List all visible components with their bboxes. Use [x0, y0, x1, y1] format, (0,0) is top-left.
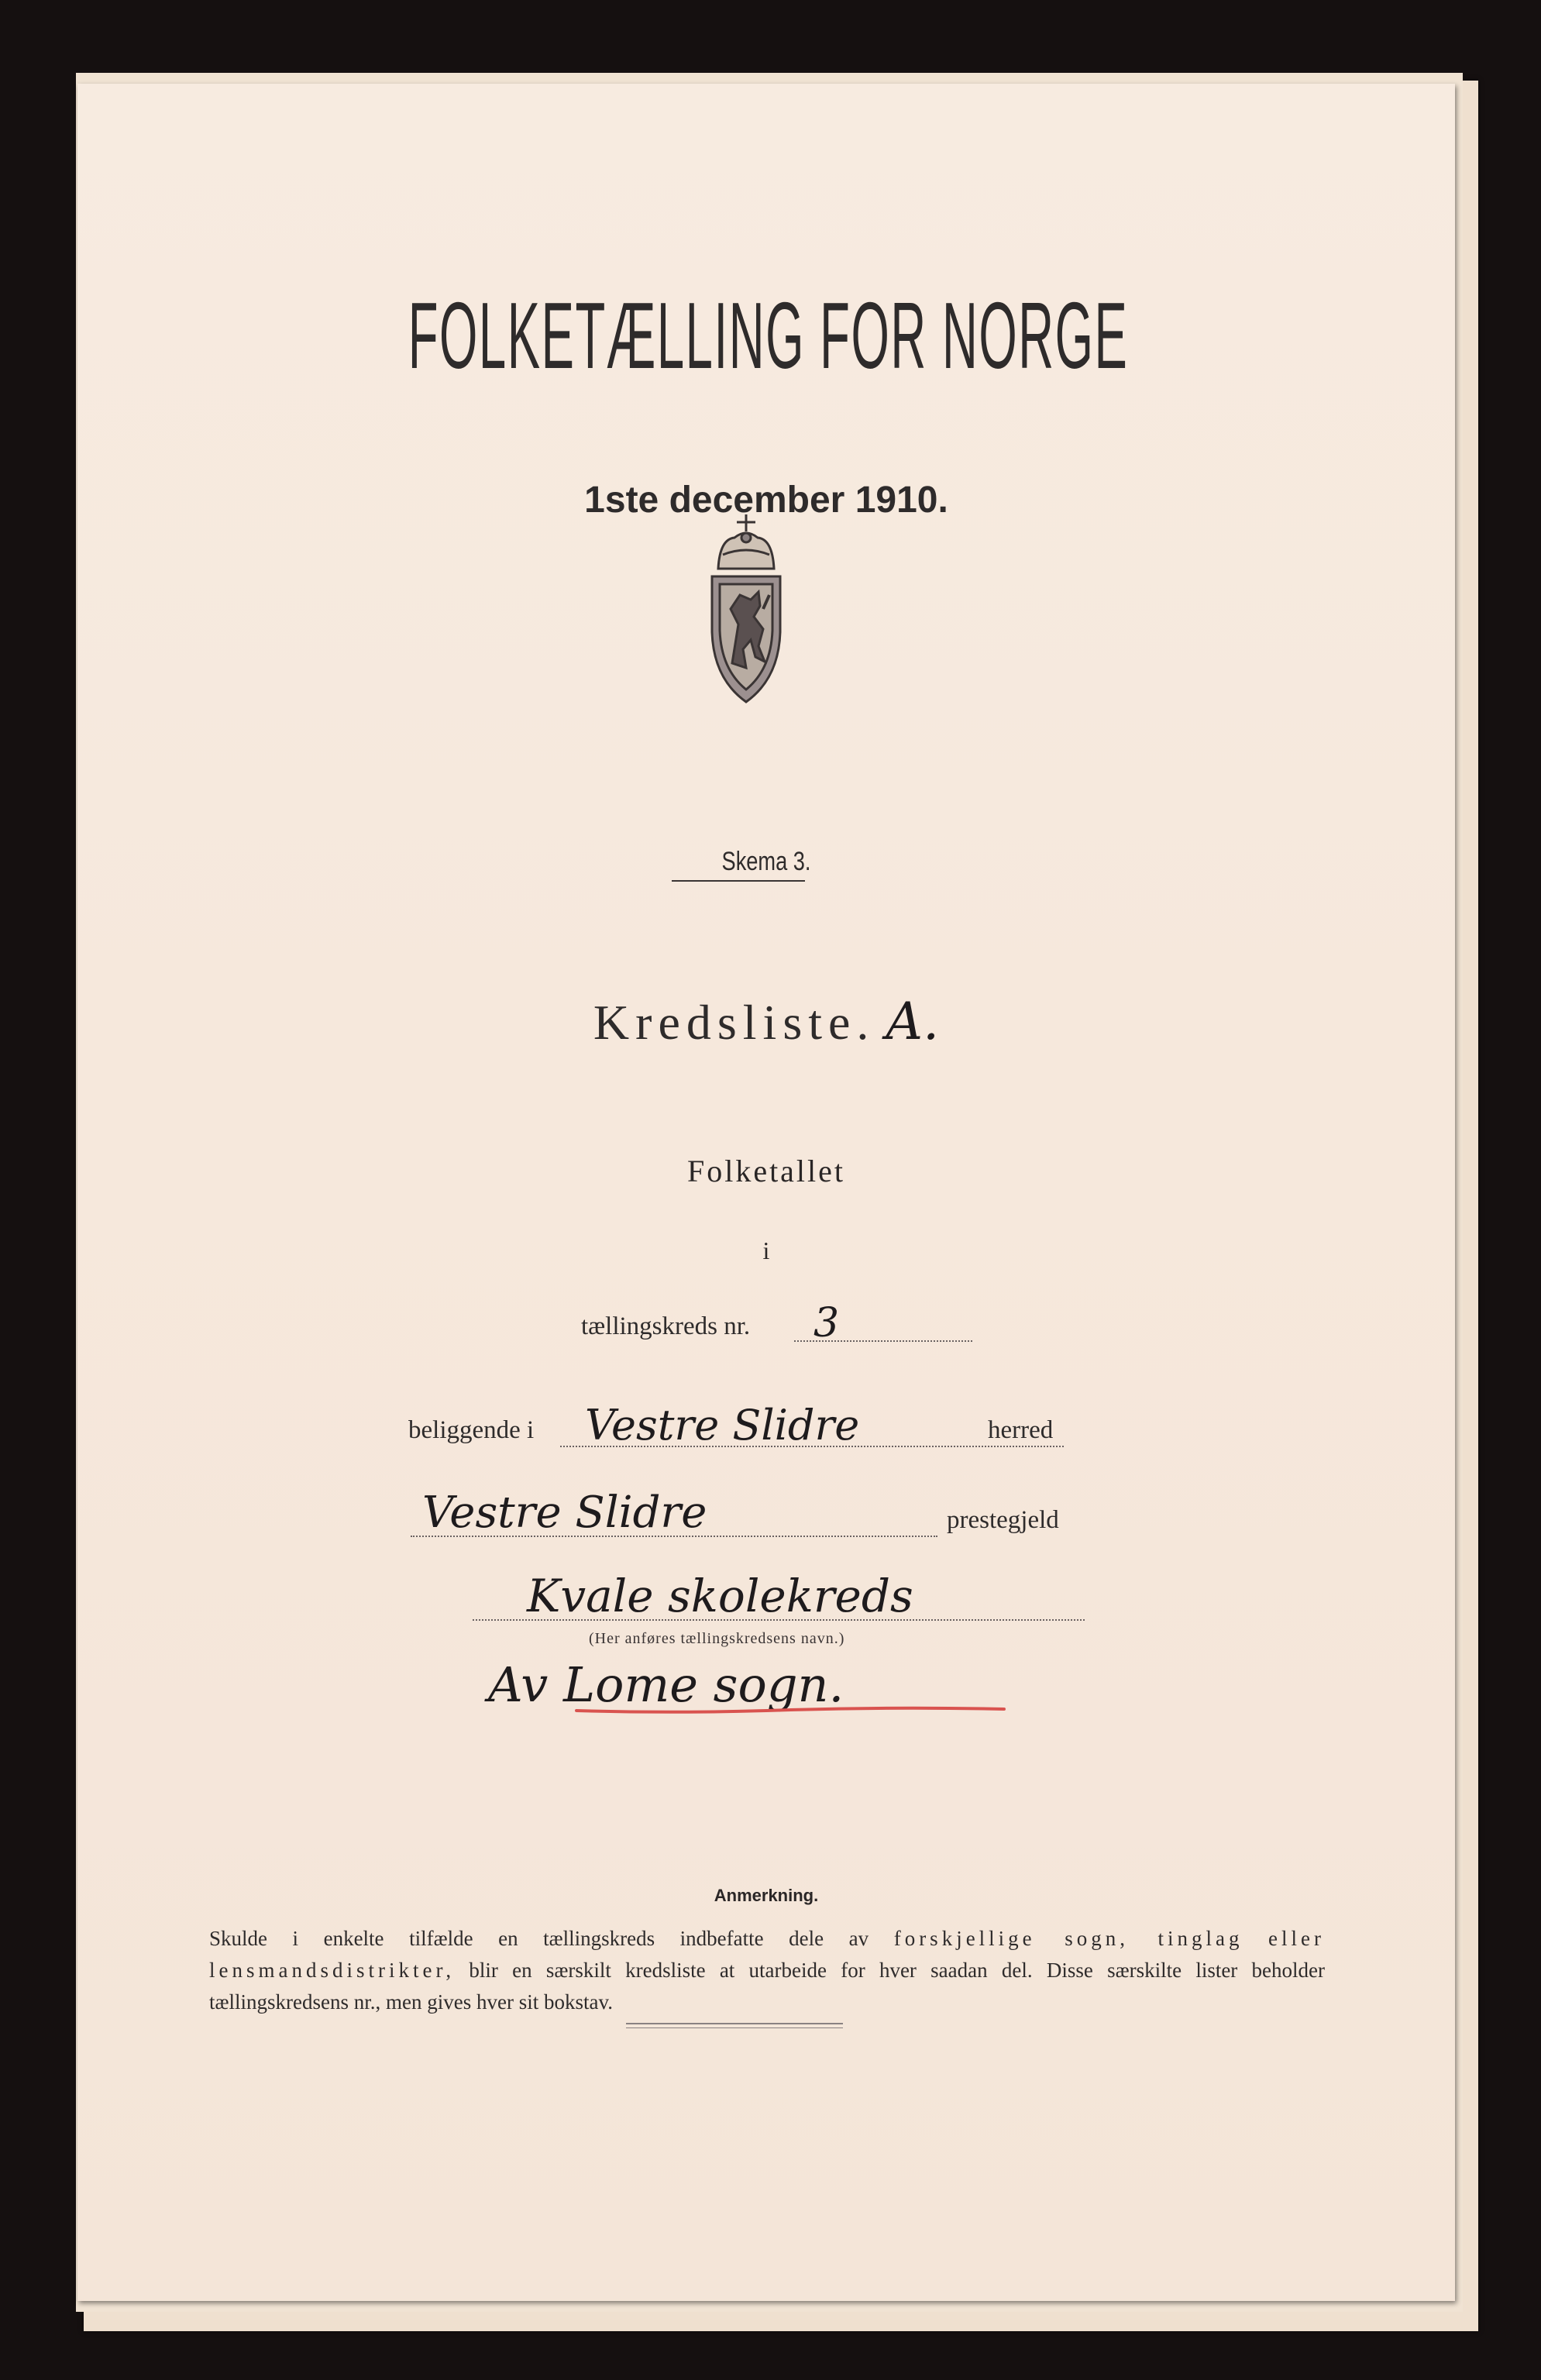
tellingskreds-label: tællingskreds nr.	[581, 1312, 751, 1340]
skema-underline	[672, 880, 805, 882]
anmerkning-text	[209, 1923, 1325, 2018]
herred-value: Vestre Slidre	[585, 1401, 860, 1450]
herred-label: herred	[988, 1416, 1054, 1444]
bottom-rule-thin	[626, 2027, 843, 2028]
kreds-navn-value: Kvale skolekreds	[527, 1570, 913, 1622]
kreds-navn-note: (Her anføres tællingskredsens navn.)	[589, 1630, 845, 1647]
beliggende-label: beliggende i	[408, 1416, 535, 1444]
tellingskreds-value: 3	[813, 1300, 840, 1346]
kredsliste-letter: A.	[886, 992, 940, 1051]
sogn-note: Av Lome sogn.	[488, 1656, 844, 1713]
census-date: 1ste december 1910.	[584, 480, 948, 521]
bottom-rule	[626, 2023, 843, 2024]
kredsliste-label: Kredsliste.	[593, 995, 875, 1050]
i-label: i	[762, 1236, 770, 1264]
kredsliste-heading	[77, 992, 1455, 1051]
anmerkning-spaced-2: eller lensmandsdistrikter,	[209, 1927, 1326, 1982]
anmerkning-title: Anmerkning.	[714, 1886, 819, 1905]
folketallet-label: Folketallet	[686, 1154, 846, 1188]
norway-coat-of-arms-icon	[692, 508, 800, 710]
anmerkning-spaced-1: forskjellige sogn, tinglag	[893, 1927, 1243, 1950]
prestegjeld-value: Vestre Slidre	[422, 1488, 707, 1538]
anmerkning-text-part-1: Skulde i enkelte tilfælde en tællingskreds indbefatte dele av	[209, 1927, 869, 1950]
anmerkning-text-part-2: blir en særskilt kredsliste at utarbeide for hver saadan del. Disse særskilte lister beholder tællingskredsens nr., men gives hver sit bokstav.	[209, 1959, 1326, 2014]
red-underline-mark	[573, 1704, 1007, 1715]
census-form-page	[77, 84, 1455, 2301]
skema-number: Skema 3.	[721, 847, 811, 876]
prestegjeld-label: prestegjeld	[947, 1506, 1059, 1534]
page-title: FOLKETÆLLING FOR NORGE	[408, 283, 1129, 388]
